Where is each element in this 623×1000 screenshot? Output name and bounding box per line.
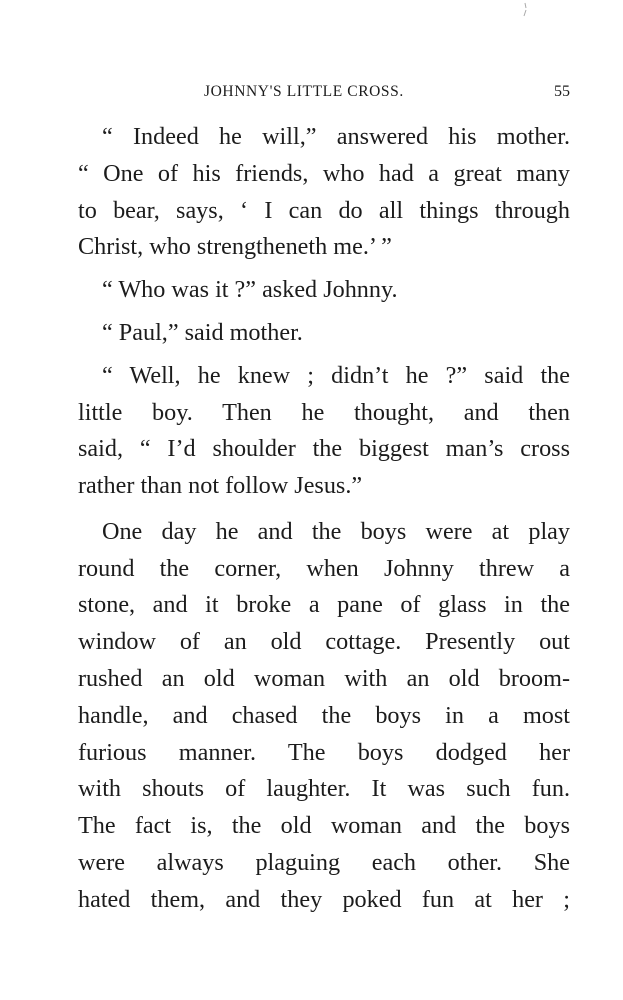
page-header xyxy=(78,80,570,104)
text-line: said, “ I’d shoulder the biggest man’s cross xyxy=(78,435,570,463)
text-line: “ Well, he knew ; didn’t he ?” said the xyxy=(102,361,570,389)
text-line: round the corner, when Johnny threw a xyxy=(78,554,570,582)
corner-pencil-mark xyxy=(520,2,530,18)
text-line: to bear, says, ‘ I can do all things through xyxy=(78,196,570,224)
text-line: One day he and the boys were at play xyxy=(102,517,570,545)
text-line: Christ, who strengtheneth me.’ ” xyxy=(78,233,392,261)
text-line: handle, and chased the boys in a most xyxy=(78,701,570,729)
text-line: “ Indeed he will,” answered his mother. xyxy=(102,123,570,150)
page-number: 55 xyxy=(554,83,570,100)
text-line: “ Paul,” said mother. xyxy=(102,318,303,346)
text-line: furious manner. The boys dodged her xyxy=(78,738,570,766)
text-line: “ One of his friends, who had a great many xyxy=(78,159,570,187)
running-title: JOHNNY'S LITTLE CROSS. xyxy=(204,83,404,100)
text-line: little boy. Then he thought, and then xyxy=(78,398,570,426)
text-line: “ Who was it ?” asked Johnny. xyxy=(102,276,398,304)
text-line: window of an old cottage. Presently out xyxy=(78,628,570,656)
text-line: stone, and it broke a pane of glass in the xyxy=(78,591,570,619)
text-line: The fact is, the old woman and the boys xyxy=(78,812,570,840)
text-line: rather than not follow Jesus.” xyxy=(78,472,363,500)
text-line: with shouts of laughter. It was such fun. xyxy=(78,775,570,803)
body-text xyxy=(78,119,570,919)
text-line: rushed an old woman with an old broom- xyxy=(78,664,570,692)
text-line: hated them, and they poked fun at her ; xyxy=(78,885,570,913)
text-line: were always plaguing each other. She xyxy=(78,848,570,876)
